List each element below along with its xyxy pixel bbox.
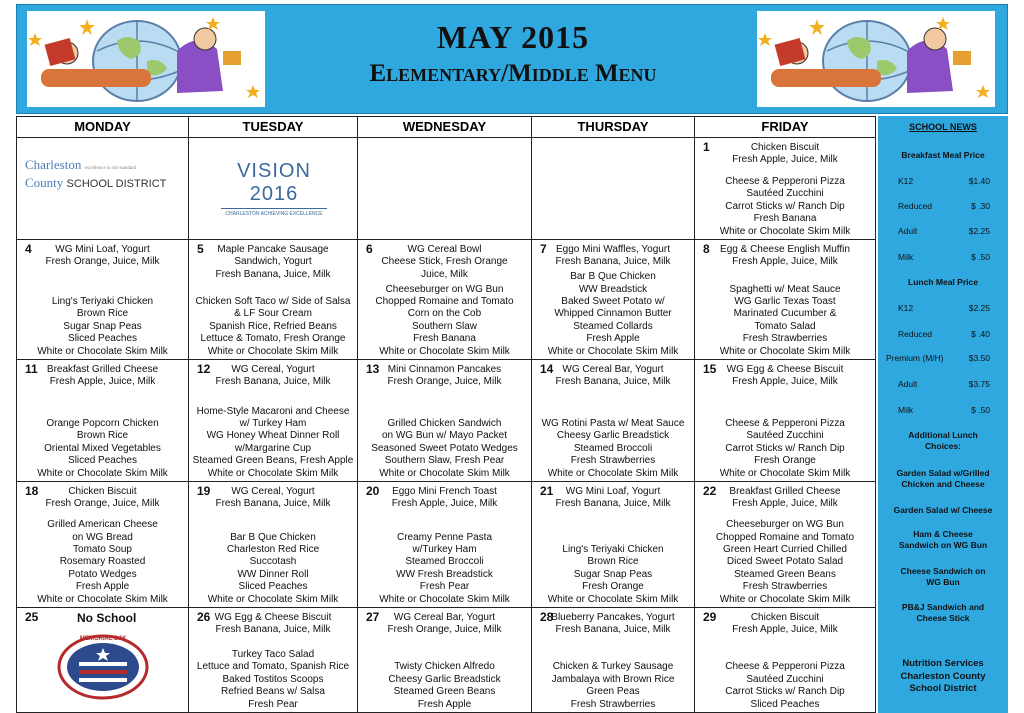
- menu-item: Fresh Apple, Juice, Milk: [391, 498, 498, 510]
- day-cell-15: [694, 359, 876, 482]
- menu-item: Chopped Romaine and Tomato: [715, 531, 855, 543]
- cell-logo-ccsd: [16, 137, 189, 240]
- breakfast-items: [17, 486, 188, 511]
- lunch-choice: Ham & Cheese Sandwich on WG Bun: [898, 529, 988, 550]
- menu-item: WG Cereal Bar, Yogurt: [393, 612, 496, 623]
- menu-item: Fresh Banana, Juice, Milk: [215, 624, 331, 636]
- menu-item: Jambalaya with Brown Rice: [551, 673, 675, 685]
- menu-item: WG Mini Loaf, Yogurt: [55, 244, 150, 255]
- menu-item: Rosemary Roasted: [59, 556, 146, 568]
- menu-item: Lettuce & Tomato, Fresh Orange: [200, 333, 346, 345]
- menu-item: White or Chocolate Skim Milk: [37, 467, 168, 479]
- menu-item: Fresh Apple: [75, 581, 130, 593]
- menu-item: Fresh Apple: [586, 333, 640, 345]
- col-head-tuesday: TUESDAY: [188, 116, 358, 138]
- menu-item: WW Fresh Breadstick: [396, 568, 493, 580]
- day-cell-13: [357, 359, 532, 482]
- menu-item: Refried Beans w/ Salsa: [221, 686, 325, 698]
- lunch-items: [695, 418, 875, 480]
- day-number: 7: [540, 242, 547, 256]
- menu-item: Fresh Apple, Juice, Milk: [732, 256, 838, 268]
- menu-item: Spaghetti w/ Meat Sauce: [729, 283, 841, 295]
- menu-item: Cheese & Pepperoni Pizza: [725, 661, 845, 673]
- menu-item: Cheeseburger on WG Bun: [385, 283, 504, 295]
- menu-item: White or Chocolate Skim Milk: [719, 345, 851, 357]
- menu-item: WG Honey Wheat Dinner Roll: [206, 430, 340, 442]
- vision-2016-logo: VISION 2016 CHARLESTON ACHIEVING EXCELLENCE: [221, 160, 327, 217]
- menu-item: Steamed Broccoli: [405, 556, 484, 568]
- lunch-items: [189, 532, 357, 606]
- lunch-items: [358, 284, 531, 358]
- menu-item: Seasoned Sweet Potato Wedges: [371, 442, 518, 454]
- menu-item: White or Chocolate Skim Milk: [379, 467, 510, 479]
- day-cell-5: [188, 239, 358, 360]
- menu-item: Chicken Biscuit: [750, 612, 820, 623]
- menu-item: Breakfast Grilled Cheese: [46, 364, 159, 375]
- menu-item: Fresh Banana, Juice, Milk: [555, 624, 671, 636]
- day-number: 26: [197, 610, 211, 624]
- menu-calendar: [16, 116, 876, 713]
- col-head-thursday: THURSDAY: [531, 116, 695, 138]
- menu-item: w/ Turkey Ham: [239, 417, 307, 429]
- menu-item: Lettuce and Tomato, Spanish Rice: [196, 661, 350, 673]
- menu-item: Brown Rice: [76, 430, 129, 442]
- breakfast-items: [532, 486, 694, 511]
- menu-item: WG Cereal Bowl: [407, 244, 482, 255]
- menu-item: Tomato Salad: [754, 320, 816, 332]
- reading-kids-globe-illustration-right: [757, 11, 995, 107]
- day-cell-6: [357, 239, 532, 360]
- menu-item: Sandwich, Yogurt: [234, 256, 312, 268]
- menu-item: Chopped Romaine and Tomato: [375, 295, 514, 307]
- menu-item: White or Chocolate Skim Milk: [719, 467, 851, 479]
- menu-item: Fresh Pear: [248, 698, 298, 710]
- menu-item: Oriental Mixed Vegetables: [44, 442, 161, 454]
- menu-item: Ling's Teriyaki Chicken: [51, 295, 154, 307]
- menu-item: WG Garlic Texas Toast: [734, 295, 836, 307]
- menu-item: White or Chocolate Skim Milk: [547, 593, 679, 605]
- menu-item: Steamed Broccoli: [573, 442, 653, 454]
- cell-empty-wed: [357, 137, 532, 240]
- lunch-items: [532, 271, 694, 358]
- lunch-items: [695, 284, 875, 358]
- menu-item: Chicken & Turkey Sausage: [552, 661, 674, 673]
- breakfast-items: [695, 612, 875, 637]
- lunch-items: [532, 661, 694, 711]
- cell-logo-vision: [188, 137, 358, 240]
- day-cell-27: [357, 607, 532, 713]
- menu-item: Cheese & Pepperoni Pizza: [725, 175, 845, 187]
- menu-item: Steamed Green Beans: [393, 686, 496, 698]
- lunch-items: [17, 418, 188, 480]
- menu-item: Southern Slaw, Fresh Pear: [384, 455, 505, 467]
- menu-item: on WG Bread: [72, 531, 133, 543]
- menu-item: Cheese & Pepperoni Pizza: [725, 417, 845, 429]
- menu-item: Turkey Taco Salad: [231, 648, 315, 660]
- menu-item: Steamed Green Beans: [734, 568, 836, 580]
- lunch-choice: PB&J Sandwich and Cheese Stick: [901, 602, 985, 623]
- menu-item: WW Dinner Roll: [237, 568, 309, 580]
- lunch-items: [189, 406, 357, 480]
- menu-item: w/Margarine Cup: [234, 442, 312, 454]
- menu-item: White or Chocolate Skim Milk: [379, 593, 510, 605]
- menu-item: White or Chocolate Skim Milk: [547, 467, 679, 479]
- menu-item: WG Cereal, Yogurt: [231, 364, 315, 375]
- menu-item: Fresh Banana, Juice, Milk: [215, 376, 331, 388]
- menu-item: Sliced Peaches: [238, 581, 308, 593]
- school-news-title: SCHOOL NEWS: [909, 122, 977, 132]
- memorial-day-badge: MEMORIAL DAY: [57, 634, 149, 700]
- menu-item: White or Chocolate Skim Milk: [37, 345, 168, 357]
- day-number: 13: [366, 362, 380, 376]
- day-cell-4: [16, 239, 189, 360]
- menu-item: Fresh Orange, Juice, Milk: [45, 256, 160, 268]
- menu-item: Fresh Apple, Juice, Milk: [732, 498, 838, 510]
- day-number: 19: [197, 484, 211, 498]
- breakfast-items: [532, 612, 694, 637]
- day-cell-12: [188, 359, 358, 482]
- menu-item: White or Chocolate Skim Milk: [207, 467, 339, 479]
- menu-item: Potato Wedges: [68, 568, 137, 580]
- page-title: MAY 2015: [436, 19, 590, 55]
- lunch-choice: Cheese Sandwich on WG Bun: [900, 566, 986, 587]
- menu-item: Carrot Sticks w/ Ranch Dip: [725, 442, 845, 454]
- day-cell-11: [16, 359, 189, 482]
- menu-item: Cheesy Garlic Breadstick: [556, 430, 670, 442]
- menu-item: Fresh Apple, Juice, Milk: [732, 376, 838, 388]
- day-number: 22: [703, 484, 717, 498]
- menu-item: Fresh Apple: [417, 698, 472, 710]
- day-number: 15: [703, 362, 717, 376]
- menu-item: Sautéed Zucchini: [746, 188, 824, 200]
- day-number: 21: [540, 484, 554, 498]
- menu-item: White or Chocolate Skim Milk: [719, 225, 851, 237]
- menu-item: Chicken Biscuit: [68, 486, 137, 497]
- day-number: 29: [703, 610, 717, 624]
- menu-item: Fresh Apple, Juice, Milk: [49, 376, 156, 388]
- day-cell-29: [694, 607, 876, 713]
- menu-item: Sliced Peaches: [68, 333, 137, 345]
- menu-item: Sugar Snap Peas: [63, 320, 142, 332]
- menu-item: Fresh Apple, Juice, Milk: [732, 154, 838, 166]
- menu-item: Sautéed Zucchini: [746, 673, 824, 685]
- menu-item: Fresh Banana: [413, 333, 476, 345]
- menu-item: Brown Rice: [76, 308, 129, 320]
- menu-item: on WG Bun w/ Mayo Packet: [381, 430, 508, 442]
- menu-item: Succotash: [249, 556, 297, 568]
- cell-empty-thu: [531, 137, 695, 240]
- menu-item: Fresh Banana, Juice, Milk: [215, 498, 331, 510]
- lunch-choice: Garden Salad w/Grilled Chicken and Cheese: [896, 468, 990, 489]
- menu-item: Fresh Banana, Juice, Milk: [555, 256, 671, 268]
- lunch-choice: Garden Salad w/ Cheese: [893, 505, 993, 515]
- menu-item: Fresh Apple, Juice, Milk: [732, 624, 838, 636]
- day-cell-28: [531, 607, 695, 713]
- menu-item: Cheeseburger on WG Bun: [726, 519, 844, 531]
- menu-item: Fresh Pear: [419, 581, 470, 593]
- lunch-items: [189, 296, 357, 358]
- menu-item: Bar B Que Chicken: [570, 271, 656, 283]
- day-number: 27: [366, 610, 380, 624]
- menu-item: Green Peas: [586, 686, 640, 698]
- menu-item: Sliced Peaches: [750, 698, 820, 710]
- day-number: 28: [540, 610, 554, 624]
- breakfast-items: [189, 486, 357, 511]
- nutrition-services-footer: Nutrition Services Charleston County School District: [900, 658, 986, 694]
- menu-item: WG Egg & Cheese Biscuit: [726, 364, 844, 375]
- lunch-items: [532, 544, 694, 606]
- breakfast-items: [17, 244, 188, 269]
- breakfast-items: [695, 244, 875, 269]
- menu-item: Carrot Sticks w/ Ranch Dip: [725, 686, 845, 698]
- day-cell-8: [694, 239, 876, 360]
- day-number: 8: [703, 242, 710, 256]
- col-head-friday: FRIDAY: [694, 116, 876, 138]
- menu-item: White or Chocolate Skim Milk: [547, 345, 679, 357]
- menu-item: Eggo Mini French Toast: [392, 486, 497, 497]
- menu-item: Fresh Banana, Juice, Milk: [555, 498, 671, 510]
- menu-item: WG Cereal, Yogurt: [231, 486, 315, 497]
- day-number: 20: [366, 484, 380, 498]
- menu-item: Creamy Penne Pasta: [396, 531, 493, 543]
- breakfast-items: [189, 244, 357, 281]
- menu-item: Brown Rice: [587, 556, 639, 568]
- breakfast-items: [358, 612, 531, 637]
- ccsd-logo: Charleston excellence is our standard County SCHOOL DISTRICT: [25, 157, 167, 190]
- day-number: 5: [197, 242, 204, 256]
- col-head-monday: MONDAY: [16, 116, 189, 138]
- day-cell-22: [694, 481, 876, 608]
- menu-item: WG Egg & Cheese Biscuit: [214, 612, 332, 623]
- menu-item: Fresh Strawberries: [570, 455, 656, 467]
- menu-item: Sautéed Zucchini: [746, 430, 824, 442]
- menu-item: Cheese Stick, Fresh Orange: [381, 256, 508, 268]
- menu-item: Home-Style Macaroni and Cheese: [196, 405, 350, 417]
- breakfast-price-heading: Breakfast Meal Price: [901, 150, 985, 160]
- day-number: 25: [25, 610, 39, 624]
- menu-item: Fresh Orange, Juice, Milk: [387, 624, 502, 636]
- menu-item: Chicken Biscuit: [750, 142, 820, 153]
- school-news-sidebar: SCHOOL NEWS Breakfast Meal Price K12 $1.40 Reduced $ .30 Adult $2.25 Milk $ .50 Lunch Meal Price K12 $2.25 Reduced $ .40 Premium (M/H) $3.50 Adult $3.75 Milk $ .50 Additional Lunch Choices: Garden Salad w/Grilled Chicken and Cheese Garden Salad w/ Cheese Ham & Cheese Sandwich on WG Bun Cheese Sandwich on WG Bun PB&J Sandwich and Cheese Stick Nutrition Services Charleston County School District: [878, 116, 1008, 713]
- menu-item: Sugar Snap Peas: [573, 568, 653, 580]
- breakfast-items: [17, 364, 188, 389]
- menu-item: Fresh Strawberries: [742, 581, 828, 593]
- menu-item: White or Chocolate Skim Milk: [719, 593, 851, 605]
- day-cell-25: [16, 607, 189, 713]
- day-cell-26: [188, 607, 358, 713]
- lunch-items: [358, 532, 531, 606]
- menu-item: Charleston Red Rice: [226, 543, 320, 555]
- menu-item: Baked Sweet Potato w/: [561, 295, 665, 307]
- lunch-items: [358, 661, 531, 711]
- menu-item: Diced Sweet Potato Salad: [726, 556, 844, 568]
- menu-item: Fresh Orange, Juice, Milk: [387, 376, 502, 388]
- breakfast-items: [358, 486, 531, 511]
- day-cell-19: [188, 481, 358, 608]
- lunch-items: [358, 418, 531, 480]
- menu-item: Cheesy Garlic Breadstick: [388, 673, 501, 685]
- menu-item: White or Chocolate Skim Milk: [37, 593, 168, 605]
- day-number: 11: [25, 362, 38, 376]
- page-subtitle: Elementary/Middle Menu: [369, 60, 657, 87]
- menu-item: w/Turkey Ham: [412, 543, 477, 555]
- menu-header: [16, 4, 1008, 114]
- menu-item: Fresh Banana, Juice, Milk: [555, 376, 671, 388]
- menu-item: WW Breadstick: [578, 283, 648, 295]
- menu-item: Southern Slaw: [411, 320, 478, 332]
- additional-lunch-heading: Additional Lunch Choices:: [908, 430, 978, 451]
- menu-item: Fresh Banana: [753, 213, 817, 225]
- menu-item: Ling's Teriyaki Chicken: [562, 543, 664, 555]
- menu-item: White or Chocolate Skim Milk: [207, 345, 339, 357]
- day-number: 6: [366, 242, 373, 256]
- menu-item: Tomato Soup: [73, 543, 132, 555]
- menu-item: Mini Cinnamon Pancakes: [387, 364, 502, 375]
- col-head-wednesday: WEDNESDAY: [357, 116, 532, 138]
- menu-item: Fresh Orange: [754, 455, 816, 467]
- day-cell-1: [694, 137, 876, 240]
- menu-item: Fresh Orange: [582, 581, 644, 593]
- breakfast-items: [532, 364, 694, 389]
- menu-item: Marinated Cucumber &: [733, 308, 837, 320]
- day-number: 4: [25, 242, 32, 256]
- menu-item: Whipped Cinnamon Butter: [554, 308, 672, 320]
- lunch-price-heading: Lunch Meal Price: [908, 277, 978, 287]
- menu-item: Twisty Chicken Alfredo: [394, 661, 495, 673]
- menu-item: White or Chocolate Skim Milk: [379, 345, 510, 357]
- menu-item: Corn on the Cob: [407, 308, 482, 320]
- breakfast-items: [189, 612, 357, 637]
- menu-item: Sliced Peaches: [68, 455, 137, 467]
- no-school-label: No School: [77, 611, 137, 625]
- menu-item: Green Heart Curried Chilled: [723, 543, 847, 555]
- menu-item: Fresh Banana, Juice, Milk: [215, 268, 331, 280]
- menu-item: Egg & Cheese English Muffin: [720, 244, 850, 255]
- menu-item: WG Mini Loaf, Yogurt: [565, 486, 661, 497]
- lunch-items: [695, 661, 875, 711]
- menu-item: Carrot Sticks w/ Ranch Dip: [725, 200, 845, 212]
- lunch-items: [17, 296, 188, 358]
- menu-item: Fresh Orange, Juice, Milk: [45, 498, 160, 510]
- menu-item: White or Chocolate Skim Milk: [207, 593, 339, 605]
- breakfast-items: [358, 364, 531, 389]
- day-cell-21: [531, 481, 695, 608]
- menu-item: Fresh Strawberries: [742, 333, 828, 345]
- day-number: 14: [540, 362, 554, 376]
- breakfast-items: [695, 486, 875, 511]
- breakfast-items: [532, 244, 694, 269]
- day-cell-20: [357, 481, 532, 608]
- menu-item: Breakfast Grilled Cheese: [729, 486, 841, 497]
- lunch-items: [695, 176, 875, 238]
- breakfast-items: [695, 364, 875, 389]
- day-number: 12: [197, 362, 211, 376]
- menu-item: Grilled Chicken Sandwich: [387, 417, 502, 429]
- menu-item: Spanish Rice, Refried Beans: [209, 320, 337, 332]
- day-cell-7: [531, 239, 695, 360]
- menu-item: Orange Popcorn Chicken: [46, 417, 159, 429]
- menu-item: Steamed Green Beans, Fresh Apple: [192, 455, 354, 467]
- menu-item: & LF Sour Cream: [234, 308, 312, 320]
- menu-item: Blueberry Pancakes, Yogurt: [551, 612, 675, 623]
- menu-item: Steamed Collards: [573, 320, 653, 332]
- day-cell-14: [531, 359, 695, 482]
- menu-item: Grilled American Cheese: [47, 519, 158, 531]
- breakfast-items: [189, 364, 357, 389]
- breakfast-items: [358, 244, 531, 281]
- menu-item: Eggo Mini Waffles, Yogurt: [556, 244, 670, 255]
- day-cell-18: [16, 481, 189, 608]
- menu-item: Fresh Strawberries: [570, 698, 656, 710]
- breakfast-items: [695, 142, 875, 167]
- menu-item: Maple Pancake Sausage: [217, 244, 329, 255]
- day-number: 18: [25, 484, 39, 498]
- menu-item: Chicken Soft Taco w/ Side of Salsa: [195, 295, 351, 307]
- lunch-items: [695, 519, 875, 606]
- lunch-items: [532, 418, 694, 480]
- menu-item: Bar B Que Chicken: [230, 531, 316, 543]
- menu-item: Baked Tostitos Scoops: [222, 673, 324, 685]
- day-number: 1: [703, 140, 710, 154]
- menu-item: Juice, Milk: [421, 268, 468, 280]
- menu-item: WG Cereal Bar, Yogurt: [562, 364, 664, 375]
- lunch-items: [189, 649, 357, 711]
- lunch-items: [17, 519, 188, 606]
- menu-item: WG Rotini Pasta w/ Meat Sauce: [541, 417, 685, 429]
